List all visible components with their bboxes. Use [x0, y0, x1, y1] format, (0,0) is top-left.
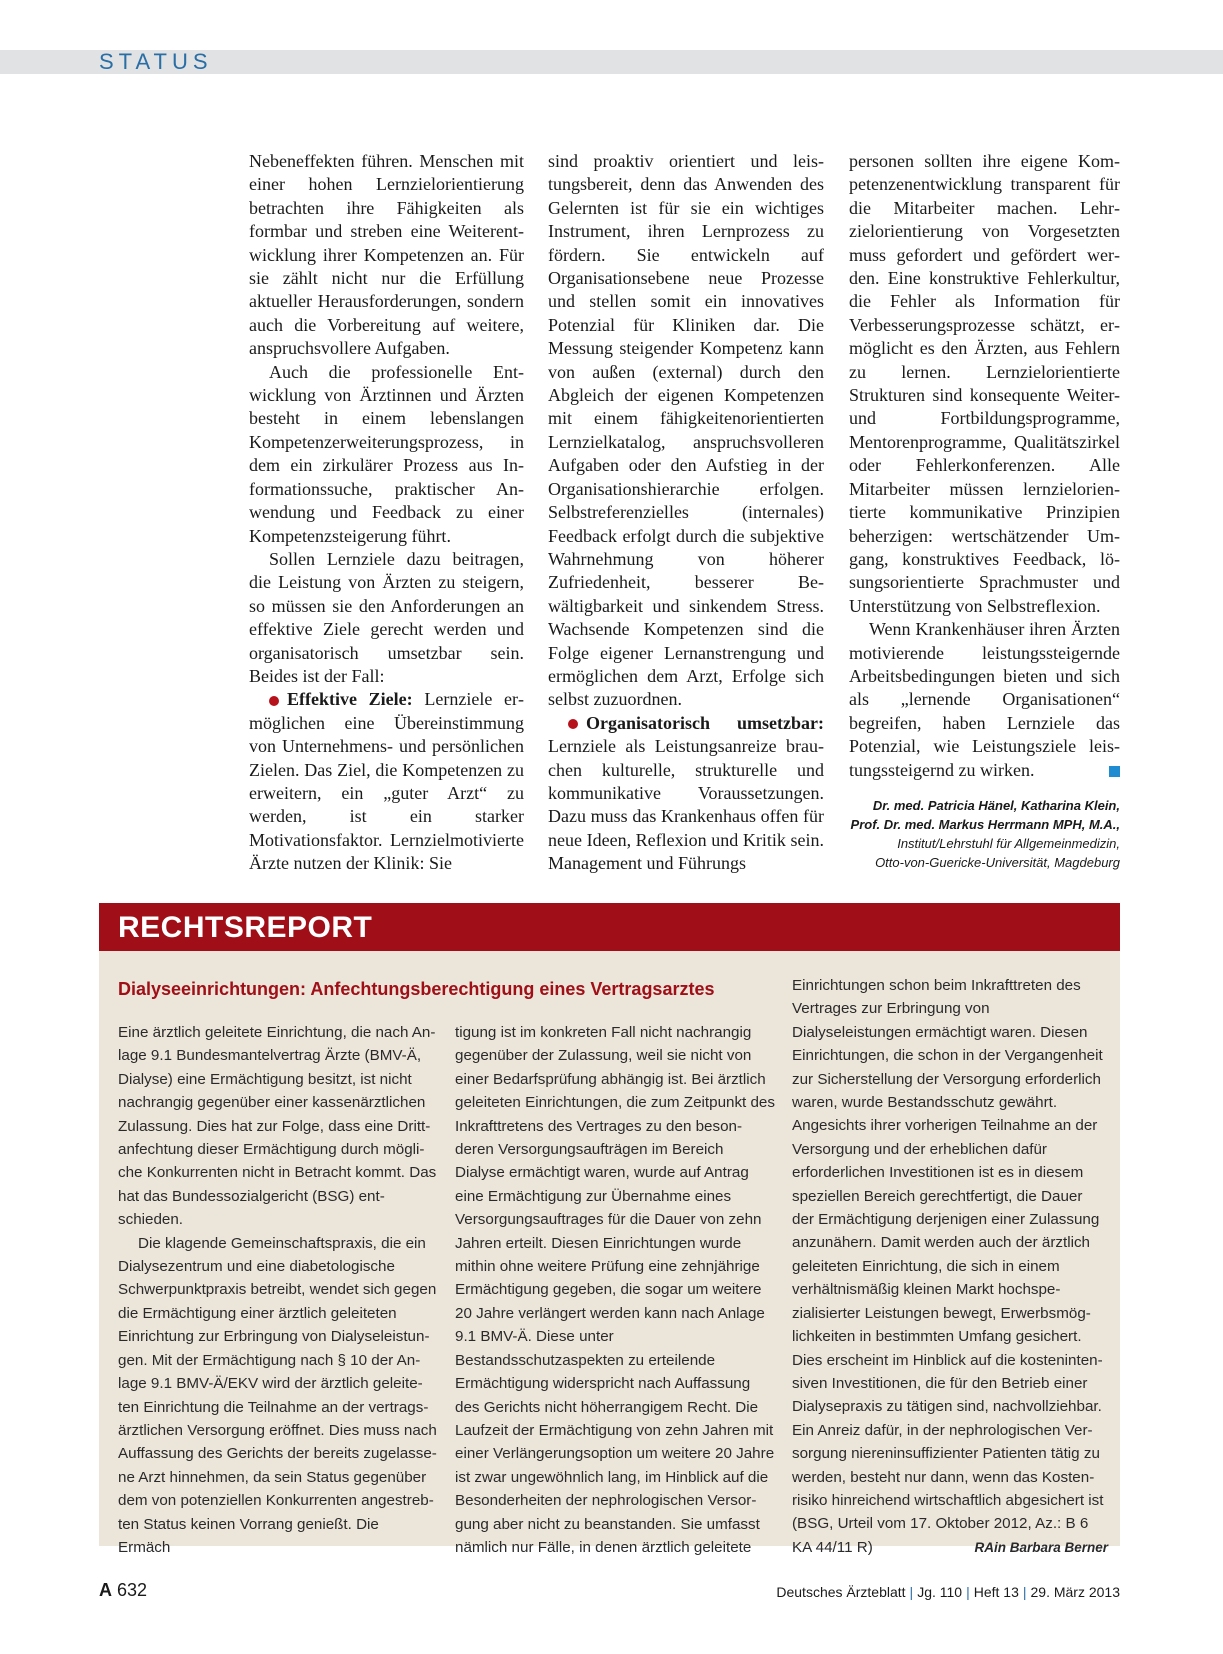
journal-issue: Heft 13: [973, 1584, 1019, 1600]
page-prefix: A: [99, 1580, 112, 1600]
article-column-1: [249, 150, 524, 876]
article-paragraph: Nebeneffekten führen. Menschen mit einer hohen Lernzielorientierung betrachten ihre Fähigkeiten als formbar und streben eine Weiterentwicklung ihrer Kompetenzen an. Für sie zählt nicht nur die Erfüllung aktueller Herausforderungen, sondern auch die Vorbereitung auf weitere, anspruchsvollere Aufgaben.: [249, 151, 524, 359]
end-of-article-icon: [1109, 766, 1120, 777]
bullet-text: Lernziele ermöglichen eine Übereinstimmung von Unternehmens- und persönlichen Zielen. Das Ziel, die Kompetenzen zu erweitern, ein „guter Arzt“ zu werden, ist ein starker Motivationsfaktor. Lernzielmotivierte Ärzte nutzen der Klinik: Sie: [249, 689, 524, 874]
author-institute: Institut/Lehrstuhl für Allgemeinmedizin,: [897, 836, 1120, 851]
bullet-dot-icon: [269, 696, 279, 706]
article-paragraph-final: [849, 618, 1120, 782]
final-paragraph-text: Wenn Krankenhäuser ihren Ärzten motivierende leistungssteigernde Arbeitsbedingungen bieten und sich als „lernende Organisationen“ begreifen, haben Lernziele das Potenzial, wie Leistungsziele leistungssteigernd zu wirken.: [849, 619, 1120, 780]
bullet-label: Organisatorisch umsetzbar:: [586, 712, 824, 733]
section-label: STATUS: [99, 49, 213, 74]
rechtsreport-title: RECHTSREPORT: [118, 911, 373, 944]
rechtsreport-paragraph: tigung ist im konkreten Fall nicht nachrangig gegenüber der Zulassung, weil sie nicht von einer Bedarfsprüfung abhängig ist. Bei ärztlich geleiteten Einrichtungen, die zum Zeitpunkt des Inkrafttretens des Vertrages zu den besonderen Versorgungsaufträgen im Bereich Dialyse ermächtigt waren, wurde auf Antrag eine Ermächtigung zur Übernahme eines Versorgungsauftrages für die Dauer von zehn Jahren erteilt. Diesen Einrichtungen wurde mithin ohne weitere Prüfung eine zehnjährige Ermächtigung gegeben, die sogar um weitere 20 Jahre verlängert werden kann nach Anlage 9.1 BMV-Ä. Diese unter Bestandsschutzaspekten zu erteilende Ermächtigung widerspricht nach Auffassung des Gerichts nicht höherrangigem Recht. Die Laufzeit der Ermächtigung von zehn Jahren mit einer Verlängerungsoption um weitere 20 Jahre ist zwar ungewöhnlich lang, im Hinblick auf die Besonderheiten der nephrologischen Versorgung aber nicht zu beanstanden. Sie umfasst nämlich nur Fälle, in denen ärztlich geleitete: [455, 1024, 775, 1556]
author-names-line1: Dr. med. Patricia Hänel, Katharina Klein,: [872, 798, 1120, 813]
separator: |: [966, 1584, 970, 1600]
page-number: [99, 1578, 147, 1602]
rechtsreport-paragraph: [792, 974, 1108, 1559]
rechtsreport-subtitle: Dialyseeinrichtungen: Anfechtungsberechtigung eines Vertragsarztes: [118, 979, 715, 999]
rechtsreport-column-2: [455, 1021, 775, 1559]
rechtsreport-paragraph: Eine ärztlich geleitete Einrichtung, die nach Anlage 9.1 Bundesmantelvertrag Ärzte (BMV-Ä, Dialyse) eine Ermächtigung besitzt, ist nicht nachrangig gegenüber einer kassenärztlichen Zulassung. Dies hat zur Folge, dass eine Drittanfechtung dieser Ermächtigung durch mögliche Konkurrenten nicht in Betracht kommt. Das hat das Bundessozialgericht (BSG) entschieden.: [118, 1024, 437, 1229]
bullet-item-effective-goals: [249, 688, 524, 875]
article-column-3: [849, 150, 1120, 782]
journal-name: Deutsches Ärzteblatt: [776, 1584, 906, 1600]
article-paragraph: Auch die professionelle Entwicklung von Ärztinnen und Ärzten besteht in einem lebenslangen Kompetenzerweiterungsprozess, in dem ein zirkulärer Prozess aus Informationssuche, praktischer Anwendung und Feedback zu einer Kompetenzsteigerung führt.: [249, 361, 524, 546]
rechtsreport-text: Einrichtungen schon beim Inkrafttreten des Vertrages zur Erbringung von Dialyseleistungen ermächtigt waren. Diesen Einrichtungen, die schon in der Vergangenheit zur Sicherstellung der Versorgung erforderlich waren, wurde Bestandsschutz gewährt. Angesichts ihrer vorherigen Teilnahme an der Versorgung und der erheblichen dafür erforderlichen Investitionen ist es in diesem speziellen Bereich gerechtfertigt, die Dauer der Ermächtigung derjenigen einer Zulassung anzunähern. Damit werden auch der ärztlich geleiteten Einrichtung, die sich in einem verhältnismäßig kleinen Markt hochspezialisierter Leistungen bewegt, Erwerbsmöglichkeiten in bestimmten Umfang gesichert. Dies erscheint im Hinblick auf die kostenintensiven Investitionen, die für den Betrieb einer Dialysepraxis zu tätigen sind, nachvollziehbar. Ein Anreiz dafür, in der nephrologischen Versorgung niereninsuffizienter Patienten tätig zu werden, besteht nur dann, wenn das Kostenrisiko hinreichend wirtschaftlich abgesichert ist (BSG, Urteil vom 17. Oktober 2012, Az.: B 6 KA 44/11 R): [792, 977, 1104, 1556]
rechtsreport-column-3: [792, 974, 1108, 1559]
separator: |: [1022, 1584, 1027, 1600]
rechtsreport-column-1: [118, 1021, 438, 1559]
article-paragraph: Sollen Lernziele dazu beitragen, die Leistung von Ärzten zu steigern, so müssen sie den Anforderungen an effektive Ziele gerecht werden und organisatorisch umsetzbar sein. Beides ist der Fall:: [249, 548, 524, 686]
journal-date: 29. März 2013: [1030, 1584, 1120, 1600]
rechtsreport-signature: RAin Barbara Berner: [974, 1539, 1108, 1555]
author-credits: [849, 796, 1120, 872]
author-names-line2: Prof. Dr. med. Markus Herrmann MPH, M.A.,: [850, 817, 1120, 832]
rechtsreport-paragraph: Die klagende Gemeinschaftspraxis, die ein Dialysezentrum und eine diabetologische Schwerpunktpraxis betreibt, wendet sich gegen die Ermächtigung einer ärztlich geleiteten Einrichtung zur Erbringung von Dialyseleistungen. Mit der Ermächtigung nach § 10 der Anlage 9.1 BMV-Ä/EKV wird der ärztlich geleiteten Einrichtung die Teilnahme an der vertragsärztlichen Versorgung eröffnet. Dies muss nach Auffassung des Gerichts der bereits zugelassene Arzt hinnehmen, da sein Status gegenüber dem von potenziellen Konkurrenten angestrebten Status keinen Vorrang genießt. Die Ermäch: [118, 1234, 437, 1556]
article-paragraph: sind proaktiv orientiert und leistungsbereit, denn das Anwenden des Gelernten ist für sie ein wichtiges Instrument, ihren Lernprozess zu fördern. Sie entwickeln auf Organisationsebene neue Prozesse und stellen somit ein innovatives Potenzial für Kliniken dar. Die Messung steigender Kompetenz kann von außen (external) durch den Abgleich der eigenen Kompetenzen mit einem fähigkeitenorientierten Lernzielkatalog, anspruchsvolleren Aufgaben oder den Aufstieg in der Organisationshierarchie erfolgen. Selbstreferenzielles (internales) Feedback erfolgt durch die subjektive Wahrnehmung von höherer Zufriedenheit, besserer Bewältigbarkeit und sinkendem Stress. Wachsende Kompetenzen sind die Folge eigener Lernanstrengung und ermöglichen dem Arzt, Erfolge sich selbst zuzuordnen.: [548, 151, 824, 710]
bullet-text: Lernziele als Leistungsanreize brauchen kulturelle, strukturelle und kommunikative Voraussetzungen. Dazu muss das Krankenhaus offen für neue Ideen, Reflexion und Kritik sein. Management und Führungs: [548, 736, 824, 874]
bullet-label: Effektive Ziele:: [287, 689, 413, 710]
journal-volume: Jg. 110: [917, 1584, 963, 1600]
bullet-dot-icon: [568, 719, 578, 729]
article-column-2: [548, 150, 824, 876]
author-university: Otto-von-Guericke-Universität, Magdeburg: [875, 855, 1120, 870]
bullet-item-organizational: [548, 712, 824, 876]
separator: |: [909, 1584, 914, 1600]
journal-info: [776, 1582, 1120, 1602]
page-number-value: 632: [117, 1580, 148, 1600]
article-paragraph: personen sollten ihre eigene Kompetenzenentwicklung transparent für die Mitarbeiter machen. Lehrzielorientierung von Vorgesetzten muss gefordert und gefördert werden. Eine konstruktive Fehlerkultur, die Fehler als Information für Verbesserungsprozesse schätzt, ermöglicht es den Ärzten, aus Fehlern zu lernen. Lernzielorientierte Strukturen sind konsequente Weiter- und Fortbildungsprogramme, Mentorenprogramme, Qualitätszirkel oder Fehlerkonferenzen. Alle Mitarbeiter müssen lernzielorientierte kommunikative Prinzipien beherzigen: wertschätzender Umgang, konstruktives Feedback, lösungsorientierte Sprachmuster und Unterstützung von Selbstreflexion.: [849, 151, 1120, 616]
